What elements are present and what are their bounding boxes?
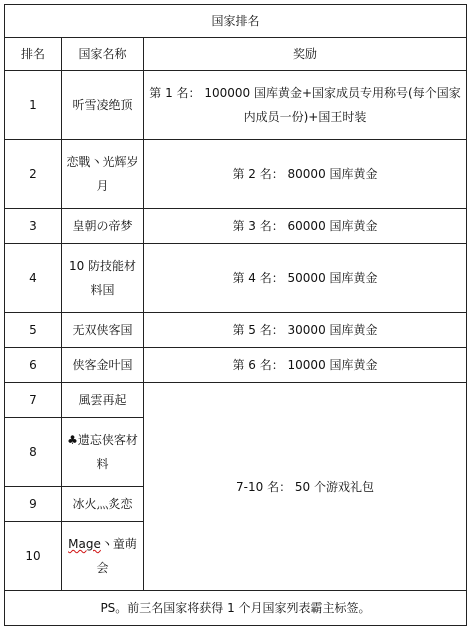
- country-name-cell: 侠客金叶国: [62, 348, 144, 383]
- country-name-cell: [62, 522, 144, 591]
- header-rank: 排名: [5, 38, 62, 71]
- country-name-cell: 皇朝の帝梦: [62, 209, 144, 244]
- spellcheck-underlined-text: Mage: [68, 537, 101, 551]
- country-name-cell: 听雪凌绝顶: [62, 71, 144, 140]
- table-row: [5, 313, 467, 348]
- country-name-cell: ♣遗忘侠客材料: [62, 418, 144, 487]
- table-row: [5, 71, 467, 140]
- reward-cell: 第 6 名： 10000 国库黄金: [144, 348, 467, 383]
- rank-cell: 1: [5, 71, 62, 140]
- rank-cell: 7: [5, 383, 62, 418]
- reward-cell: 第 1 名： 100000 国库黄金+国家成员专用称号(每个国家内成员一份)+国王时装: [144, 71, 467, 140]
- reward-cell: 第 2 名： 80000 国库黄金: [144, 140, 467, 209]
- country-name-cell: 无双侠客国: [62, 313, 144, 348]
- rank-cell: 9: [5, 487, 62, 522]
- country-name-cell: 恋戰丶光辉岁月: [62, 140, 144, 209]
- rank-cell: 8: [5, 418, 62, 487]
- country-name-cell: 風雲再起: [62, 383, 144, 418]
- header-country-name: 国家名称: [62, 38, 144, 71]
- reward-cell: 第 4 名： 50000 国库黄金: [144, 244, 467, 313]
- table-row: [5, 383, 467, 418]
- reward-cell: 第 3 名： 60000 国库黄金: [144, 209, 467, 244]
- reward-cell: 第 5 名： 30000 国库黄金: [144, 313, 467, 348]
- table-row: [5, 244, 467, 313]
- country-name-cell: 冰火灬炙恋: [62, 487, 144, 522]
- rank-cell: 5: [5, 313, 62, 348]
- table-row: [5, 140, 467, 209]
- rank-cell: 2: [5, 140, 62, 209]
- footer-row: [5, 591, 467, 626]
- country-name-suffix: 丶童萌会: [96, 537, 137, 575]
- footer-note: PS。前三名国家将获得 1 个月国家列表霸主标签。: [5, 591, 467, 626]
- rank-cell: 3: [5, 209, 62, 244]
- rank-cell: 10: [5, 522, 62, 591]
- header-reward: 奖励: [144, 38, 467, 71]
- table-row: [5, 209, 467, 244]
- country-name-cell: 10 防技能材料国: [62, 244, 144, 313]
- header-row: [5, 38, 467, 71]
- merged-reward-cell: 7-10 名： 50 个游戏礼包: [144, 383, 467, 591]
- rank-cell: 6: [5, 348, 62, 383]
- country-ranking-table: [4, 4, 467, 626]
- title-row: [5, 5, 467, 38]
- rank-cell: 4: [5, 244, 62, 313]
- table-row: [5, 348, 467, 383]
- table-title: 国家排名: [5, 5, 467, 38]
